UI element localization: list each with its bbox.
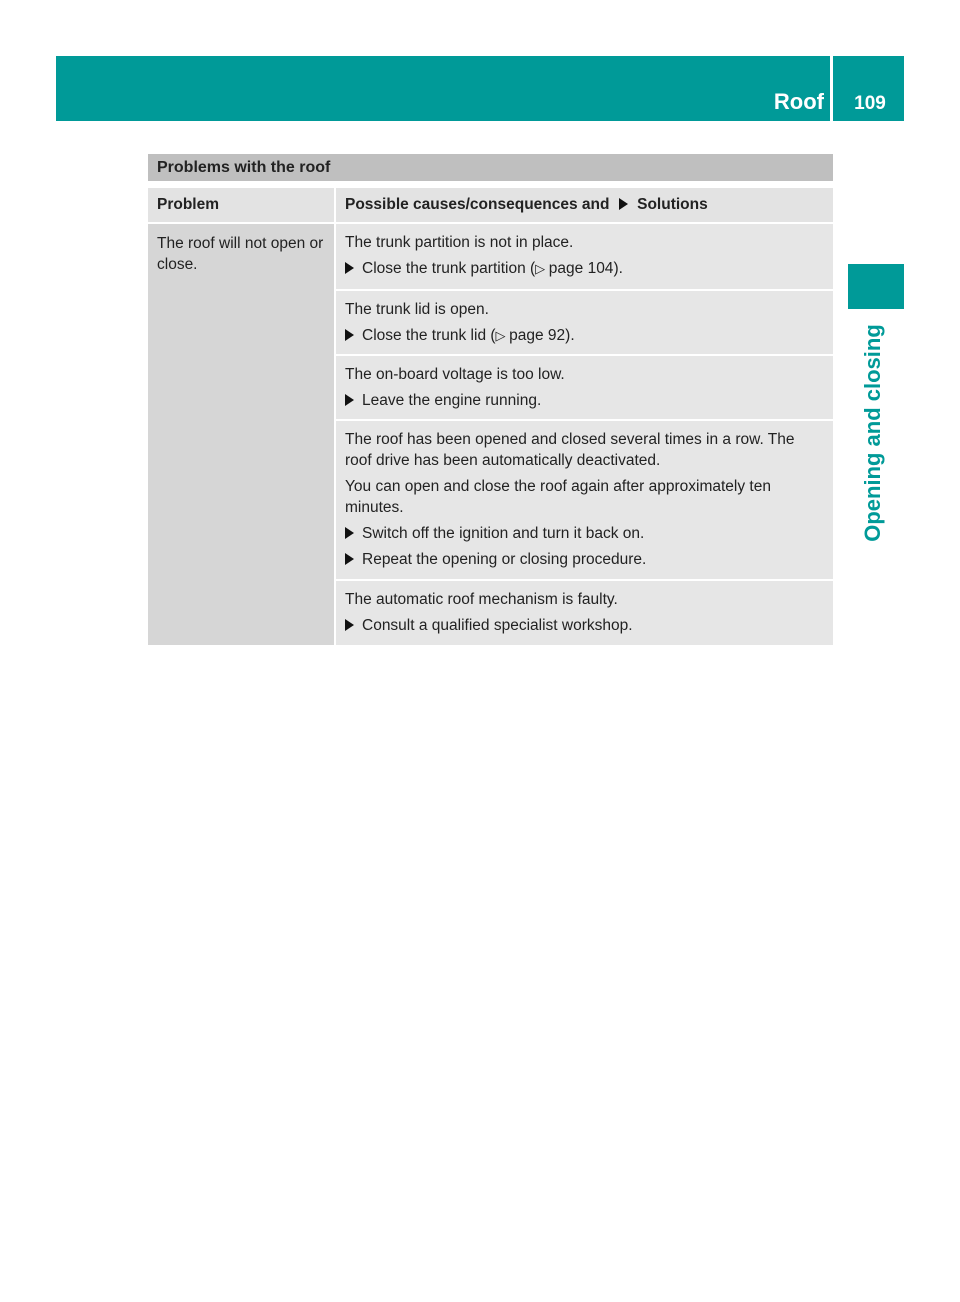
section-title: Roof (773, 89, 824, 114)
problem-cell (148, 224, 334, 645)
problem-text-line: The roof will not open or (157, 235, 324, 252)
column-header-solutions-text: Solutions (637, 196, 708, 213)
chapter-tab (848, 264, 904, 309)
cause-text: The trunk lid is open. (345, 301, 489, 318)
solution-arrow-icon (345, 329, 354, 341)
solution-arrow-icon (345, 527, 354, 539)
solution-text (362, 390, 541, 411)
solution-arrow-icon (345, 619, 354, 631)
solution-text-main: Consult a qualified specialist workshop. (362, 617, 633, 634)
column-header-causes-text: Possible causes/consequences and (345, 196, 610, 213)
solution-text (362, 325, 575, 346)
page-reference-icon: ▷ (535, 261, 549, 276)
solution-step (345, 390, 825, 411)
chapter-label (842, 318, 904, 548)
solution-text (362, 523, 644, 544)
causes-column (336, 224, 833, 645)
cause-block (336, 356, 833, 419)
solution-step (345, 258, 825, 279)
page-reference-link[interactable]: page 92 (509, 327, 566, 344)
column-header-problem: Problem (148, 188, 334, 222)
cause-text: The automatic roof mechanism is faulty. (345, 591, 618, 608)
cause-text: The roof has been opened and closed several times in a row. The roof drive has been automatically deactivated. (345, 431, 795, 469)
solution-text-main: Leave the engine running. (362, 392, 542, 409)
cause-block (336, 421, 833, 579)
problem-text-line: close. (157, 256, 198, 273)
solution-step (345, 549, 825, 570)
solution-arrow-icon (345, 553, 354, 565)
table-header-row (148, 188, 833, 222)
cause-text: You can open and close the roof again after approximately ten minutes. (345, 478, 771, 516)
page-reference-icon: ▷ (495, 328, 510, 343)
solution-arrow-icon (345, 394, 354, 406)
page-reference-link[interactable]: page 104 (548, 260, 614, 277)
cause-block (336, 291, 833, 354)
page-number: 109 (854, 93, 886, 114)
column-header-causes (336, 188, 833, 222)
header-divider (830, 56, 833, 121)
chapter-label-text: Opening and closing (860, 324, 885, 542)
solution-arrow-icon (345, 262, 354, 274)
cause-text: The trunk partition is not in place. (345, 234, 574, 251)
solution-text-main: Close the trunk lid ( (362, 327, 496, 344)
troubleshooting-table (148, 154, 833, 645)
solution-step (345, 325, 825, 346)
cause-block (336, 581, 833, 645)
solution-text-main: Repeat the opening or closing procedure. (362, 551, 647, 568)
table-title: Problems with the roof (148, 154, 833, 181)
solution-text (362, 549, 646, 570)
solution-step (345, 523, 825, 544)
solution-text-end: ). (565, 327, 575, 344)
solution-arrow-icon (619, 198, 628, 210)
table-body (148, 224, 833, 645)
solution-text (362, 258, 623, 279)
solution-text (362, 615, 633, 636)
solution-step (345, 615, 825, 636)
cause-block (336, 224, 833, 289)
solution-text-end: ). (613, 260, 623, 277)
solution-text-main: Switch off the ignition and turn it back on. (362, 525, 645, 542)
cause-text: The on-board voltage is too low. (345, 366, 565, 383)
solution-text-main: Close the trunk partition ( (362, 260, 536, 277)
